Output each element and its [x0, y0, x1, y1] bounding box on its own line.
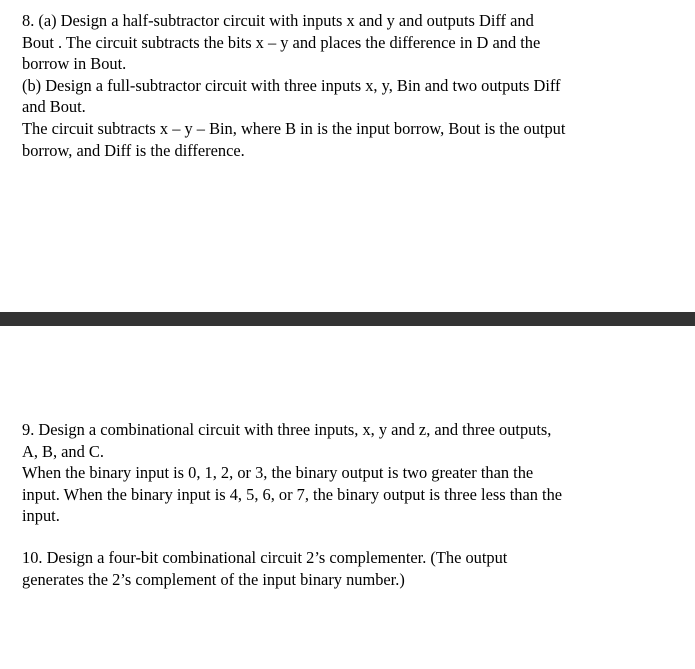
question-8-line: 8. (a) Design a half-subtractor circuit with inputs x and y and outputs Diff and: [22, 11, 534, 30]
question-8-line: borrow, and Diff is the difference.: [22, 140, 245, 160]
question-10-line: 10. Design a four-bit combinational circuit 2’s complementer. (The output: [22, 548, 508, 567]
question-8-line: Bout . The circuit subtracts the bits x – y and places the difference in D and the: [22, 32, 541, 52]
question-9-line: input. When the binary input is 4, 5, 6, or 7, the binary output is three less than the: [22, 484, 563, 504]
question-8-line: The circuit subtracts x – y – Bin, where B in is the input borrow, Bout is the output: [22, 118, 566, 138]
question-8-line: and Bout.: [22, 97, 86, 117]
question-10: [22, 547, 682, 590]
question-9-line: 9. Design a combinational circuit with three inputs, x, y and z, and three outputs,: [22, 420, 552, 439]
question-9: [22, 419, 682, 527]
question-10-line: generates the 2’s complement of the input binary number.): [22, 569, 405, 589]
question-8: [22, 10, 682, 161]
question-9-line: input.: [22, 506, 60, 526]
question-8-line: borrow in Bout.: [22, 54, 127, 74]
question-9-line: When the binary input is 0, 1, 2, or 3, the binary output is two greater than the: [22, 463, 534, 483]
question-9-line: A, B, and C.: [22, 441, 104, 461]
section-divider: [0, 312, 695, 326]
question-8-line: (b) Design a full-subtractor circuit with three inputs x, y, Bin and two outputs Diff: [22, 75, 561, 95]
